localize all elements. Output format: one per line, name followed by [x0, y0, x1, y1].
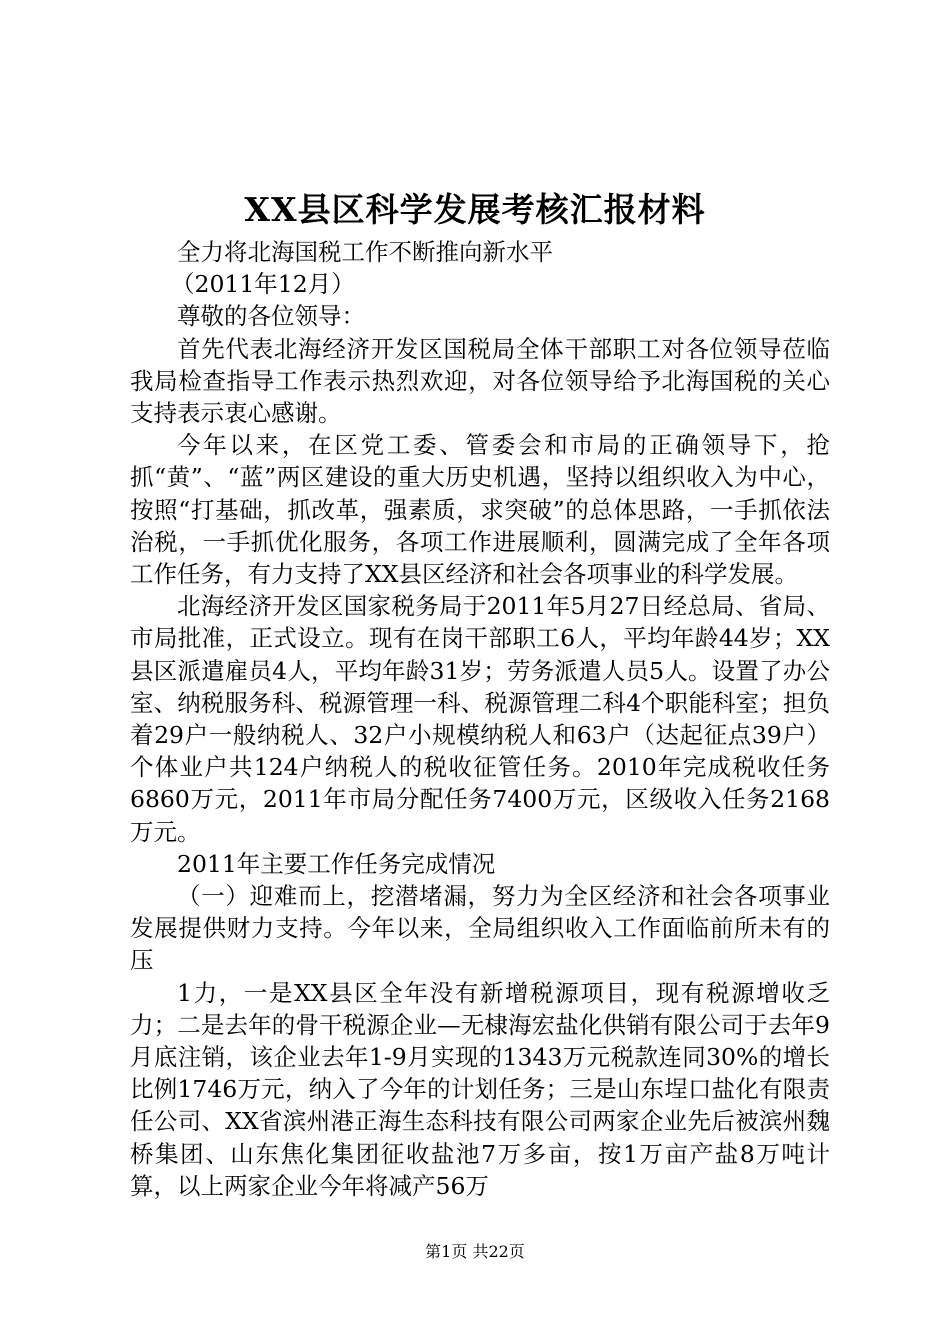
document-body	[130, 236, 830, 1202]
body-paragraph: 1力，一是XX县区全年没有新增税源项目，现有税源增收乏力；二是去年的骨干税源企业—无棣海宏盐化供销有限公司于去年9月底注销，该企业去年1-9月实现的1343万元税款连同30%的增长比例1746万元，纳入了今年的计划任务；三是山东埕口盐化有限责任公司、XX省滨州港正海生态科技有限公司两家企业先后被滨州魏桥集团、山东焦化集团征收盐池7万多亩，按1万亩产盐8万吨计算，以上两家企业今年将减产56万	[130, 978, 830, 1200]
salutation-paragraph: 尊敬的各位领导：	[177, 302, 365, 331]
body-paragraph: 今年以来，在区党工委、管委会和市局的正确领导下，抢抓“黄”、“蓝”两区建设的重大历史机遇，坚持以组织收入为中心，按照“打基础，抓改革，强素质，求突破”的总体思路，一手抓依法治税，一手抓优化服务，各项工作进展顺利，圆满完成了全年各项工作任务，有力支持了XX县区经济和社会各项事业的科学发展。	[130, 431, 830, 589]
body-paragraph: 北海经济开发区国家税务局于2011年5月27日经总局、省局、市局批准，正式设立。现有在岗干部职工6人，平均年龄44岁；XX县区派遣雇员4人，平均年龄31岁；劳务派遣人员5人。设置了办公室、纳税服务科、税源管理一科、税源管理二科4个职能科室；担负着29户一般纳税人、32户小规模纳税人和63户（达起征点39户）个体业户共124户纳税人的税收征管任务。2010年完成税收任务6860万元，2011年市局分配任务7400万元，区级收入任务2168万元。	[130, 592, 830, 846]
document-title: XX县区科学发展考核汇报材料	[244, 190, 706, 229]
date-paragraph: （2011年12月）	[171, 270, 355, 299]
page-number-footer: 第1页 共22页	[425, 1242, 525, 1261]
body-paragraph: （一）迎难而上，挖潜堵漏，努力为全区经济和社会各项事业发展提供财力支持。今年以来，全局组织收入工作面临前所未有的压	[130, 882, 830, 975]
body-paragraph: 首先代表北海经济开发区国税局全体干部职工对各位领导莅临我局检查指导工作表示热烈欢迎，对各位领导给予北海国税的关心支持表示衷心感谢。	[130, 334, 830, 428]
section-heading: 2011年主要工作任务完成情况	[177, 849, 496, 878]
subtitle-paragraph: 全力将北海国税工作不断推向新水平	[177, 238, 553, 266]
